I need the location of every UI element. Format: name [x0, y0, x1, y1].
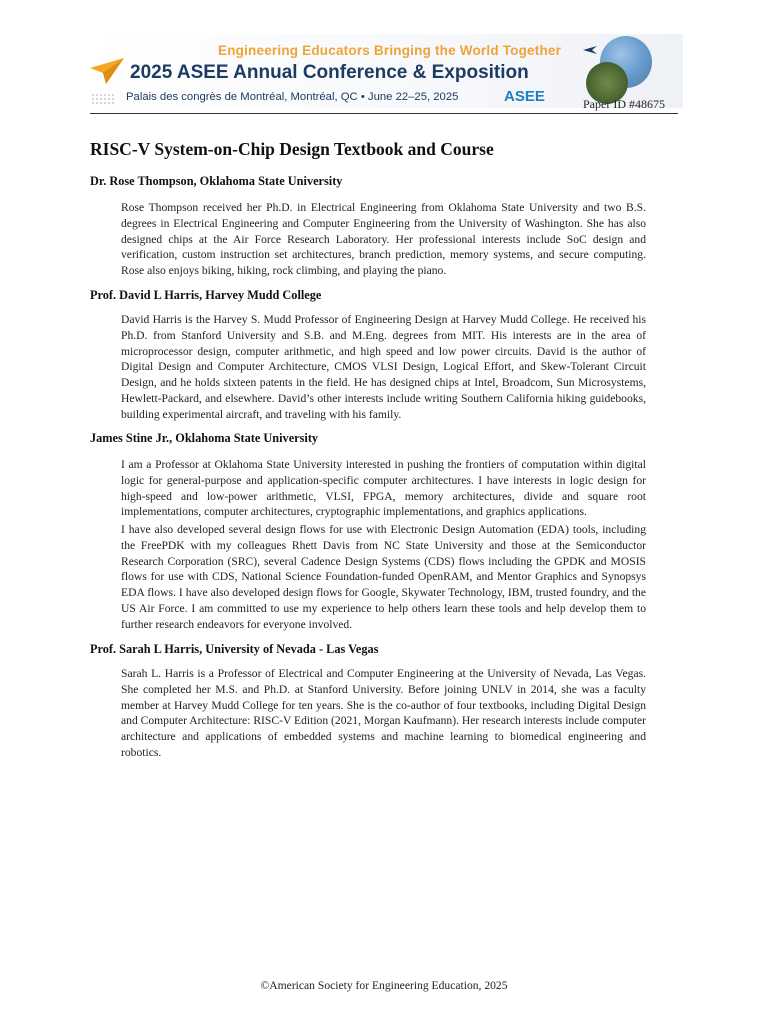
header-rule [90, 113, 678, 114]
author-heading-sarah-harris: Prof. Sarah L Harris, University of Nevada - Las Vegas [90, 642, 379, 656]
author-bio-stine-1: I am a Professor at Oklahoma State University interested in pushing the frontiers of computation within digital logic for general-purpose and application-specific computer architectures. I have interests in logic design for high-speed and low-power arithmetic, VLSI, FPGA, memory architectures, divide and square root implementations, computer architectures, cryptographic implementations, and graphics applications. [121, 458, 646, 519]
author-bio-sarah-harris: Sarah L. Harris is a Professor of Electrical and Computer Engineering at the University of Nevada, Las Vegas. She completed her M.S. and Ph.D. at Stanford University. Before joining UNLV in 2014, she was a faculty member at Harvey Mudd College for ten years. She is the co-author of four textbooks, including Digital Design and Computer Architecture: RISC-V Edition (2021, Morgan Kaufmann). Her research interests include computer architecture and applications of embedded systems and machine learning to biomedical engineering and robotics. [121, 667, 647, 759]
paper-title: RISC-V System-on-Chip Design Textbook and Course [90, 139, 494, 159]
conference-venue: Palais des congrès de Montréal, Montréal, QC • June 22–25, 2025 [126, 91, 459, 103]
asee-logo: ASEE [504, 88, 545, 105]
author-heading-david-harris: Prof. David L Harris, Harvey Mudd College [90, 288, 322, 302]
paper-plane-icon [90, 56, 126, 86]
paper-id: Paper ID #48675 [583, 97, 665, 111]
conference-tagline: Engineering Educators Bringing the World Together [218, 43, 562, 58]
author-bio-david-harris: David Harris is the Harvey S. Mudd Professor of Engineering Design at Harvey Mudd College. He received his Ph.D. from Stanford University and S.B. and M.Eng. degrees from MIT. His interests are in the area of microprocessor design, computer arithmetic, and high speed and low power circuits. David is the author of Digital Design and Computer Architecture, CMOS VLSI Design, Logical Effort, and Skew-Tolerant Circuit Design, and he holds sixteen patents in the field. He has designed chips at Intel, Broadcom, Sun Microsystems, Hewlett-Packard, and elsewhere. David’s other interests include writing Southern California hiking guidebooks, building experimental aircraft, and traveling with his family. [121, 313, 646, 421]
conference-title: 2025 ASEE Annual Conference & Exposition [130, 62, 529, 83]
author-heading-thompson: Dr. Rose Thompson, Oklahoma State University [90, 174, 343, 188]
copyright-footer: ©American Society for Engineering Education, 2025 [260, 979, 508, 992]
author-heading-stine: James Stine Jr., Oklahoma State University [90, 431, 319, 445]
jet-icon [583, 44, 597, 56]
author-bio-thompson: Rose Thompson received her Ph.D. in Electrical Engineering from Oklahoma State University and two B.S. degrees in Electrical Engineering and Computer Engineering from the University of Washington. She has also designed chips at the Air Force Research Laboratory. Her professional interests include SoC design and verification, custom instruction set architectures, branch prediction, memory systems, and secure computing. Rose also enjoys biking, hiking, rock climbing, and playing the piano. [121, 201, 646, 278]
author-bio-stine-2: I have also developed several design flows for use with Electronic Design Automation (EDA) tools, including the FreePDK with my colleagues Rhett Davis from NC State University and those at the Semiconductor Research Corporation (SRC), several Cadence Design Systems (CDS) flows including the GPDK and MOSIS flows for use with CDS, National Science Foundation-funded OpenRAM, and Mentor Graphics and Synopsys EDA flows. I have also developed design flows for Google, Skywater Technology, IBM, trusted foundry, and the US Air Force. I am committed to use my experience to help others learn these tools and help develop them to further research endeavors for everyone involved. [121, 523, 646, 631]
dot-grid-icon [92, 94, 118, 104]
